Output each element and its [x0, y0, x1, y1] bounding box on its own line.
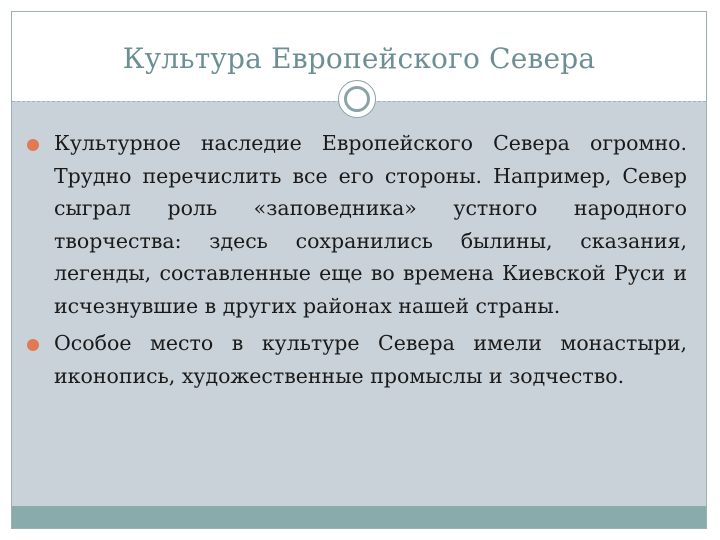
slide-title: Культура Европейского Севера: [122, 42, 596, 75]
bullet-text: Особое место в культуре Севера имели монастыри, иконопись, художественные промыслы и зодчество.: [54, 331, 687, 388]
circle-ornament-icon: [338, 80, 376, 118]
bullet-dot-icon: [27, 139, 39, 151]
circle-ornament-inner: [344, 86, 370, 112]
bullet-list: [25, 127, 687, 397]
bullet-item: [25, 327, 687, 392]
slide-frame: [11, 11, 707, 529]
footer-band: [12, 506, 706, 528]
bullet-dot-icon: [27, 339, 39, 351]
bullet-text: Культурное наследие Европейского Севера огромно. Трудно перечислить все его стороны. Например, Север сыграл роль «заповедника» устного народного творчества: здесь сохранились былины, сказания, легенды, составленные еще во времена Киевской Руси и исчезнувшие в других районах нашей страны.: [54, 131, 687, 318]
bullet-item: [25, 127, 687, 322]
